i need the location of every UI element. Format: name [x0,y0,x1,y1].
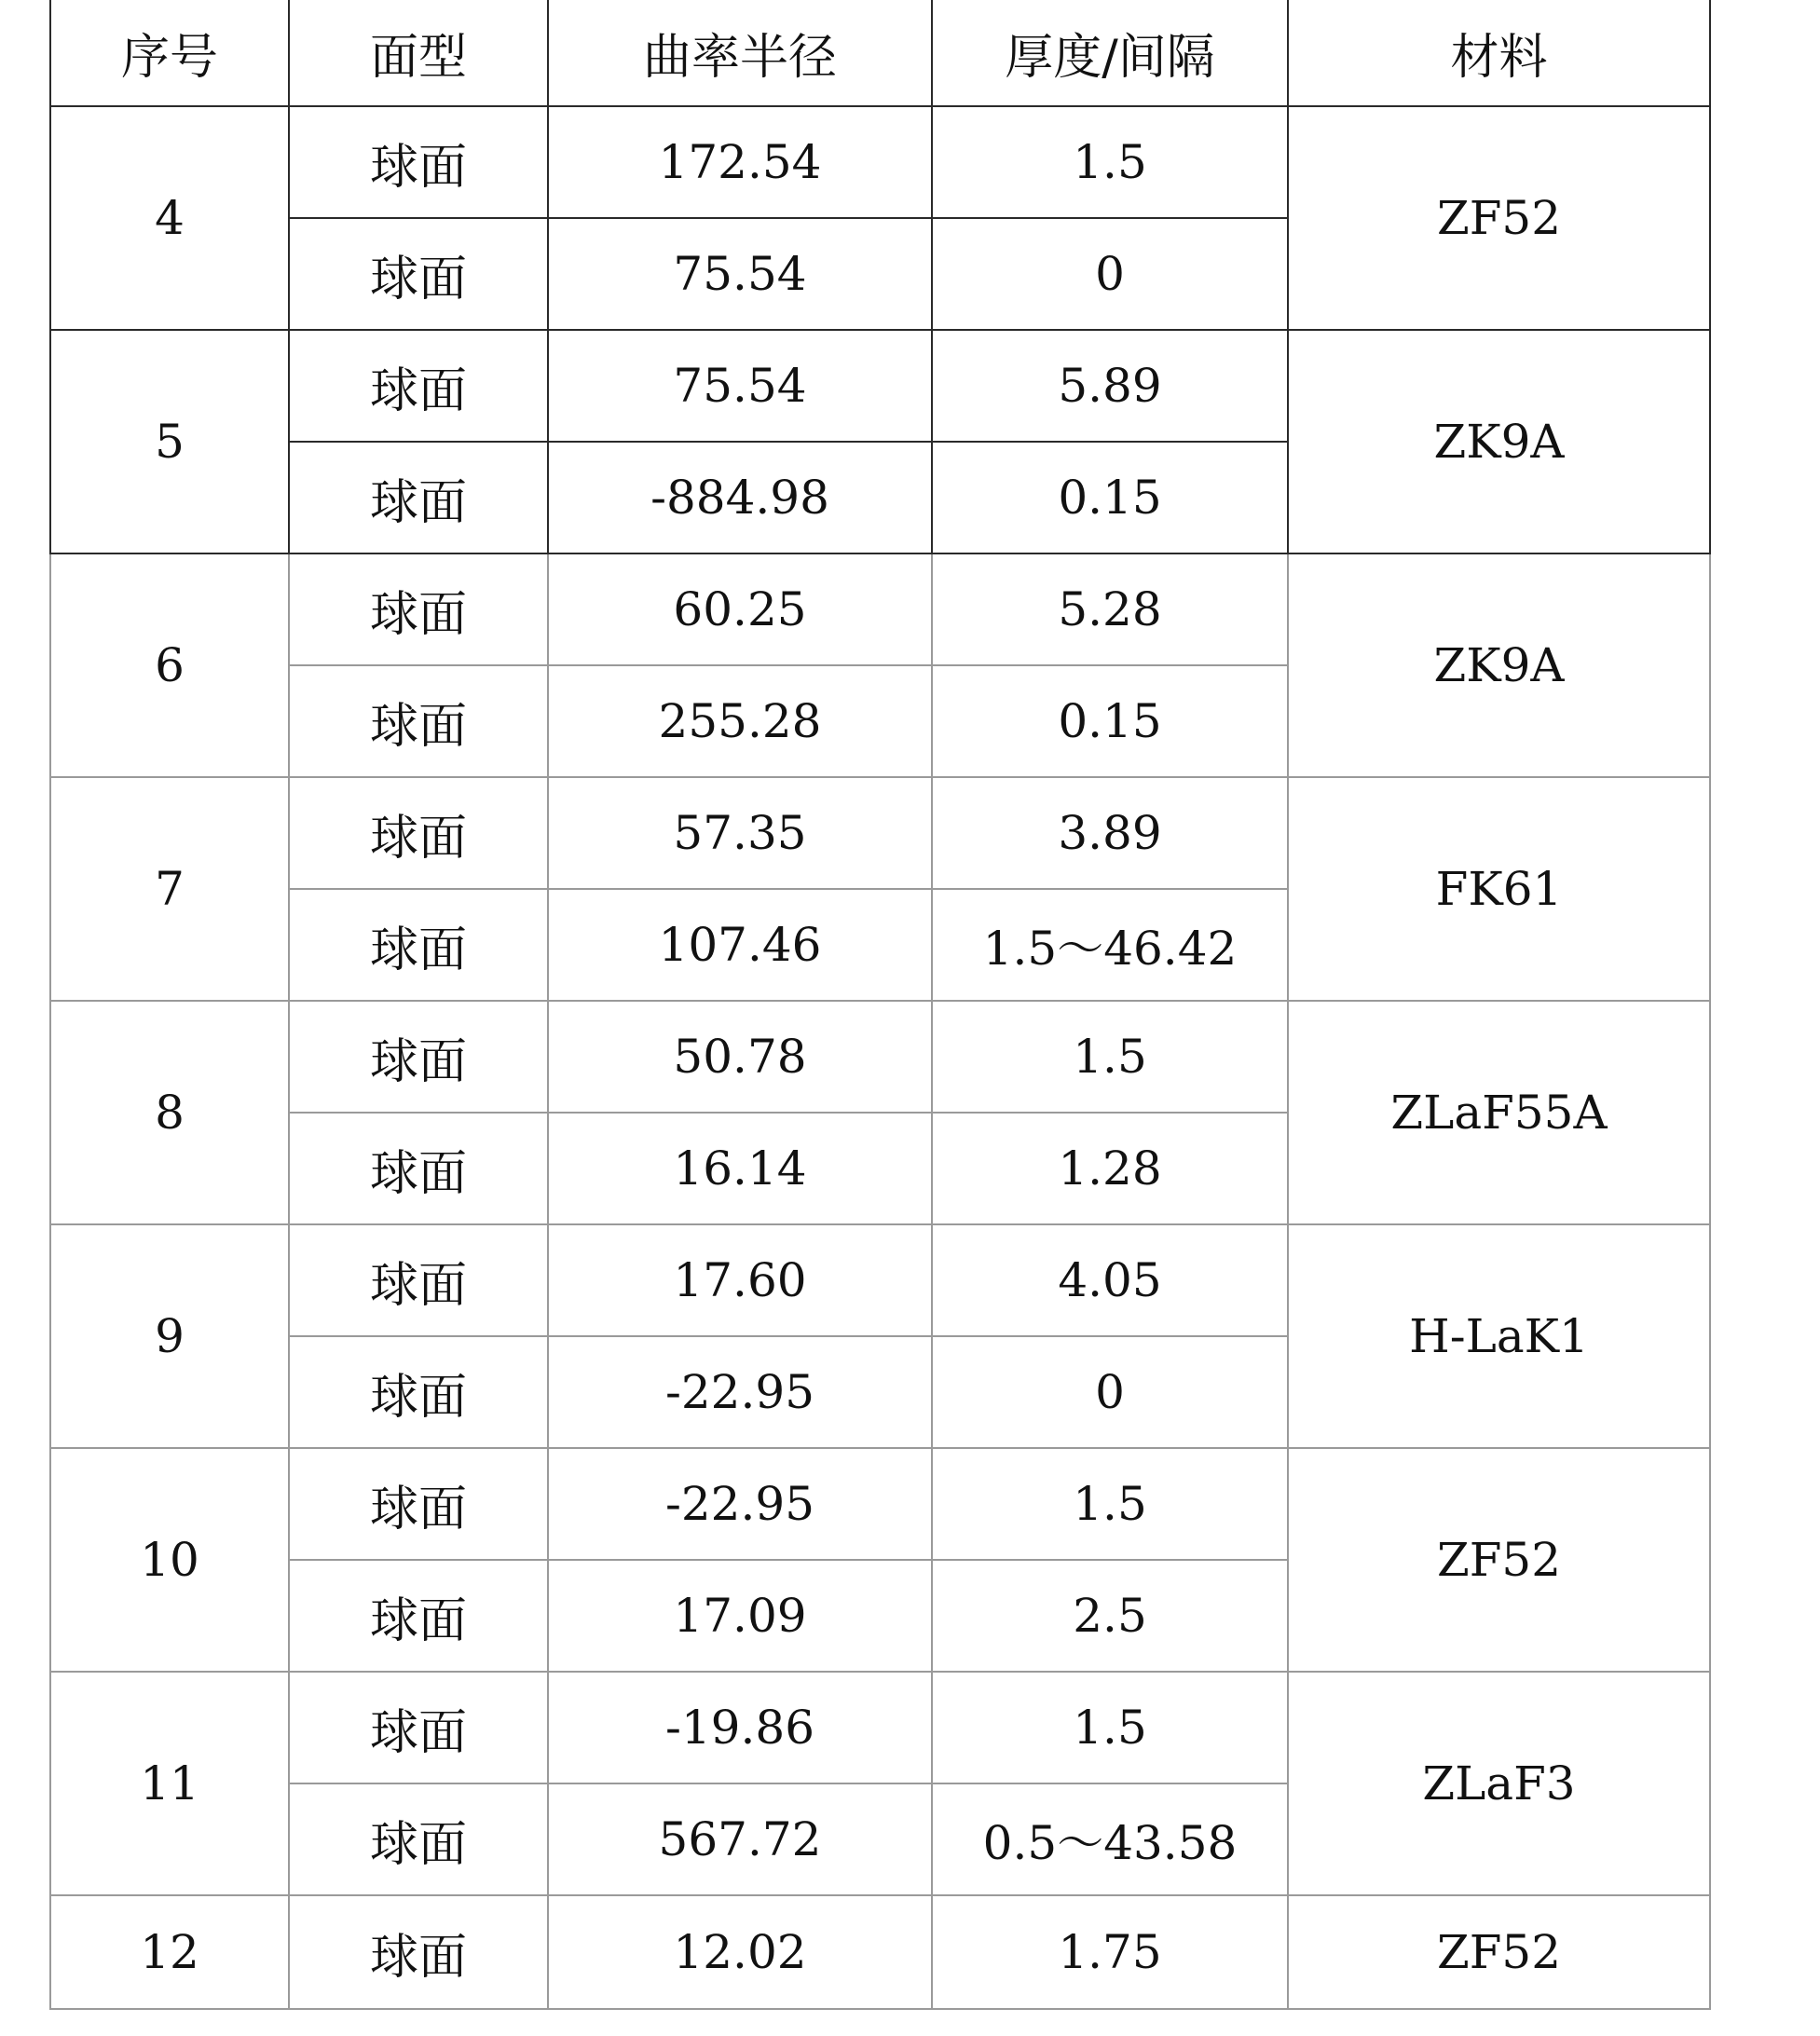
thickness-spacing: 0 [932,1336,1288,1448]
header-material: 材料 [1288,0,1710,106]
header-curvature-radius: 曲率半径 [548,0,932,106]
thickness-spacing: 1.5 [932,106,1288,218]
curvature-radius: 17.09 [548,1560,932,1672]
surface-type: 球面 [289,330,548,442]
lens-index: 6 [50,553,289,777]
lens-index: 4 [50,106,289,330]
curvature-radius: 107.46 [548,889,932,1001]
curvature-radius: 57.35 [548,777,932,889]
lens-index: 12 [50,1895,289,2009]
surface-type: 球面 [289,442,548,553]
surface-type: 球面 [289,889,548,1001]
thickness-spacing: 2.5 [932,1560,1288,1672]
lens-index: 10 [50,1448,289,1672]
surface-type: 球面 [289,106,548,218]
thickness-spacing: 5.28 [932,553,1288,665]
surface-type: 球面 [289,777,548,889]
table-row [50,1672,1710,1783]
header-thickness-spacing: 厚度/间隔 [932,0,1288,106]
surface-type: 球面 [289,665,548,777]
curvature-radius: -19.86 [548,1672,932,1783]
header-index: 序号 [50,0,289,106]
table-row [50,777,1710,889]
thickness-spacing: 1.5～46.42 [932,889,1288,1001]
curvature-radius: -884.98 [548,442,932,553]
surface-type: 球面 [289,1224,548,1336]
curvature-radius: 172.54 [548,106,932,218]
surface-type: 球面 [289,1895,548,2009]
lens-index: 11 [50,1672,289,1895]
curvature-radius: 50.78 [548,1001,932,1113]
table-row [50,1448,1710,1560]
lens-index: 5 [50,330,289,553]
curvature-radius: -22.95 [548,1336,932,1448]
thickness-spacing: 1.28 [932,1113,1288,1224]
material: ZF52 [1288,106,1710,330]
surface-type: 球面 [289,1336,548,1448]
curvature-radius: 567.72 [548,1783,932,1895]
table-row [50,1001,1710,1113]
curvature-radius: 60.25 [548,553,932,665]
curvature-radius: 12.02 [548,1895,932,2009]
surface-type: 球面 [289,1672,548,1783]
curvature-radius: 17.60 [548,1224,932,1336]
thickness-spacing: 1.5 [932,1672,1288,1783]
table-row [50,553,1710,665]
thickness-spacing: 5.89 [932,330,1288,442]
thickness-spacing: 0.15 [932,665,1288,777]
thickness-spacing: 4.05 [932,1224,1288,1336]
table-row [50,1224,1710,1336]
curvature-radius: 75.54 [548,218,932,330]
lens-parameter-table [49,0,1711,2010]
curvature-radius: 16.14 [548,1113,932,1224]
surface-type: 球面 [289,1001,548,1113]
thickness-spacing: 1.5 [932,1448,1288,1560]
curvature-radius: 75.54 [548,330,932,442]
material: ZLaF55A [1288,1001,1710,1224]
thickness-spacing: 0 [932,218,1288,330]
table-row [50,1895,1710,2009]
material: ZLaF3 [1288,1672,1710,1895]
material: ZF52 [1288,1895,1710,2009]
material: ZF52 [1288,1448,1710,1672]
header-surface-type: 面型 [289,0,548,106]
lens-index: 9 [50,1224,289,1448]
table-row [50,330,1710,442]
table-row [50,106,1710,218]
material: FK61 [1288,777,1710,1001]
thickness-spacing: 0.5～43.58 [932,1783,1288,1895]
lens-index: 8 [50,1001,289,1224]
material: ZK9A [1288,553,1710,777]
thickness-spacing: 3.89 [932,777,1288,889]
material: ZK9A [1288,330,1710,553]
surface-type: 球面 [289,1448,548,1560]
thickness-spacing: 0.15 [932,442,1288,553]
lens-index: 7 [50,777,289,1001]
thickness-spacing: 1.5 [932,1001,1288,1113]
header-row [50,0,1710,106]
surface-type: 球面 [289,218,548,330]
material: H-LaK1 [1288,1224,1710,1448]
surface-type: 球面 [289,1783,548,1895]
surface-type: 球面 [289,1113,548,1224]
thickness-spacing: 1.75 [932,1895,1288,2009]
surface-type: 球面 [289,1560,548,1672]
curvature-radius: -22.95 [548,1448,932,1560]
surface-type: 球面 [289,553,548,665]
curvature-radius: 255.28 [548,665,932,777]
